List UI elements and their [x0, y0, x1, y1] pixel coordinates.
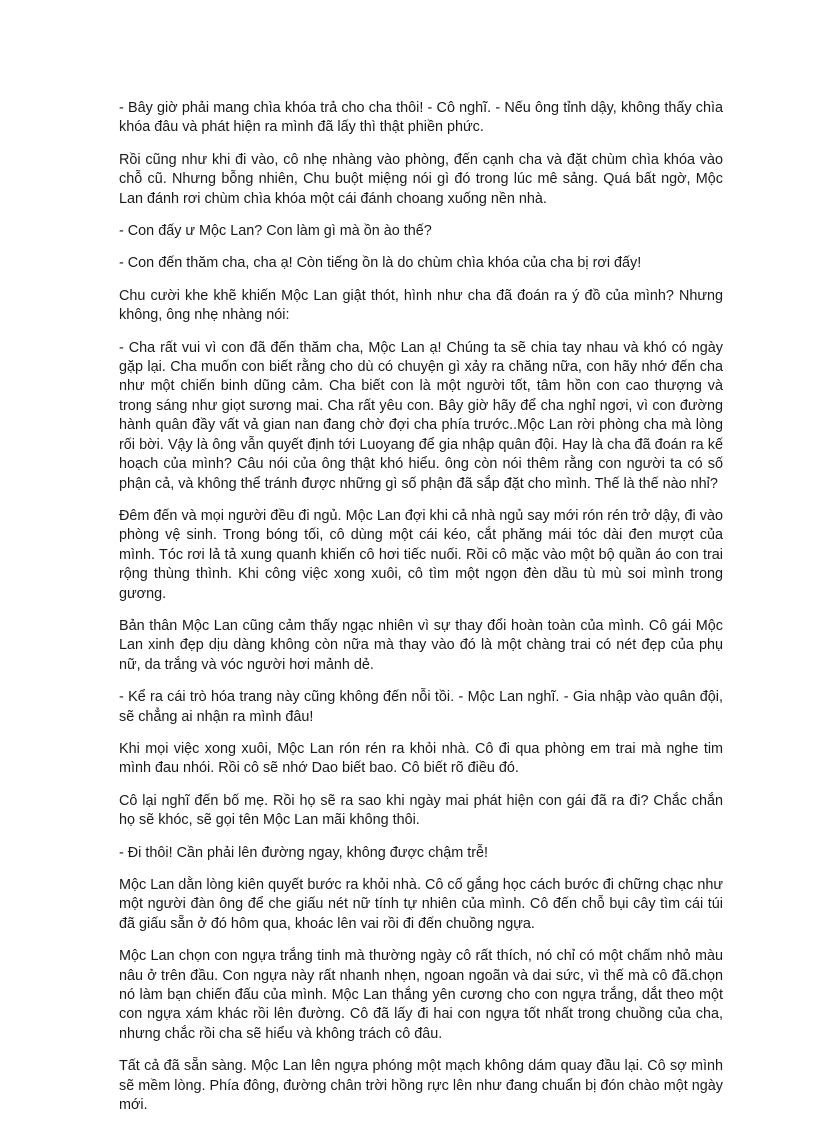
paragraph: Cô lại nghĩ đến bố mẹ. Rồi họ sẽ ra sao khi ngày mai phát hiện con gái đã ra đi? Chắc chắn họ sẽ khóc, sẽ gọi tên Mộc Lan mãi không thôi.	[119, 792, 723, 829]
paragraph: - Đi thôi! Cần phải lên đường ngay, không được chậm trễ!	[119, 844, 489, 861]
paragraph: Chu cười khe khẽ khiến Mộc Lan giật thót, hình như cha đã đoán ra ý đồ của mình? Nhưng không, ông nhẹ nhàng nói:	[119, 287, 723, 324]
paragraph: - Cha rất vui vì con đã đến thăm cha, Mộc Lan ạ! Chúng ta sẽ chia tay nhau và khó có ngày gặp lại. Cha muốn con biết rằng cho dù có chuyện gì xảy ra chăng nữa, con hãy nhớ đến cha như một chiến binh dũng cảm. Cha biết con là một người tốt, tâm hồn con cao thượng và trong sáng như giọt sương mai. Cha rất yêu con. Bây giờ hãy để cha nghỉ ngơi, vì con đường hành quân đầy vất vả gian nan đang chờ đợi cha phía trước..Mộc Lan rời phòng cha mà lòng rối bời. Vậy là ông vẫn quyết định tới Luoyang để gia nhập quân đội. Hay là cha đã đoán ra kế hoạch của mình? Câu nói của ông thật khó hiểu. ông còn nói thêm rằng con người ta có số phận cả, và không thể tránh được những gì số phận đã sắp đặt cho mình. Thế là thế nào nhỉ?	[119, 339, 723, 492]
paragraph: Đêm đến và mọi người đều đi ngủ. Mộc Lan đợi khi cả nhà ngủ say mới rón rén trở dậy, đi vào phòng vệ sinh. Trong bóng tối, cô dùng một cái kéo, cắt phăng mái tóc dài đen mượt của mình. Tóc rơi lả tả xung quanh khiến cô hơi tiếc nuối. Rồi cô mặc vào một bộ quần áo con trai rộng thùng thình. Khi công việc xong xuôi, cô tìm một ngọn đèn dầu tù mù soi mình trong gương.	[119, 507, 723, 602]
paragraph: Mộc Lan dằn lòng kiên quyết bước ra khỏi nhà. Cô cố gắng học cách bước đi chững chạc như một người đàn ông để che giấu nét nữ tính tự nhiên của mình. Cô đến chỗ bụi cây tìm cái túi đã giấu sẵn ở đó hôm qua, khoác lên vai rồi đi đến chuồng ngựa.	[119, 877, 723, 932]
paragraph: Bản thân Mộc Lan cũng cảm thấy ngạc nhiên vì sự thay đổi hoàn toàn của mình. Cô gái Mộc Lan xinh đẹp dịu dàng không còn nữa mà thay vào đó là một chàng trai có nét đẹp của phụ nữ, da trắng và vóc người hơi mảnh dẻ.	[119, 617, 723, 673]
paragraph: Mộc Lan chọn con ngựa trắng tinh mà thường ngày cô rất thích, nó chỉ có một chấm nhỏ màu nâu ở trên đầu. Con ngựa này rất nhanh nhẹn, ngoan ngoãn và dai sức, vì thế mà cô đã.chọn nó làm bạn chiến đấu của mình. Mộc Lan thắng yên cương cho con ngựa trắng, dắt theo một con ngựa xám khác rồi lên đường. Cô đã lấy đi hai con ngựa tốt nhất trong chuồng của cha, nhưng chắc rồi cha sẽ hiểu và không trách cô đâu.	[119, 948, 723, 1042]
paragraph: - Kể ra cái trò hóa trang này cũng không đến nỗi tồi. - Mộc Lan nghĩ. - Gia nhập vào quân đội, sẽ chẳng ai nhận ra mình đâu!	[119, 689, 723, 725]
paragraph: - Con đấy ư Mộc Lan? Con làm gì mà ồn ào thế?	[119, 223, 432, 240]
paragraph: - Con đến thăm cha, cha ạ! Còn tiếng ồn là do chùm chìa khóa của cha bị rơi đấy!	[119, 255, 642, 272]
paragraph: Rồi cũng như khi đi vào, cô nhẹ nhàng vào phòng, đến cạnh cha và đặt chùm chìa khóa vào chỗ cũ. Nhưng bỗng nhiên, Chu buột miệng nói gì đó trong lúc mê sảng. Quá bất ngờ, Mộc Lan đánh rơi chùm chìa khóa một cái đánh choang xuống nền nhà.	[119, 151, 723, 207]
paragraph: Khi mọi việc xong xuôi, Mộc Lan rón rén ra khỏi nhà. Cô đi qua phòng em trai mà nghe tim mình đau nhói. Rồi cô sẽ nhớ Dao biết bao. Cô biết rõ điều đó.	[119, 740, 723, 777]
paragraph: Tất cả đã sẵn sàng. Mộc Lan lên ngựa phóng một mạch không dám quay đầu lại. Cô sợ mình sẽ mềm lòng. Phía đông, đường chân trời hồng rực lên như đang chuẩn bị đón chào một ngày mới.	[119, 1058, 723, 1114]
paragraph: - Bây giờ phải mang chìa khóa trả cho cha thôi! - Cô nghĩ. - Nếu ông tỉnh dậy, không thấy chìa khóa đâu và phát hiện ra mình đã lấy thì thật phiền phức.	[119, 100, 723, 136]
